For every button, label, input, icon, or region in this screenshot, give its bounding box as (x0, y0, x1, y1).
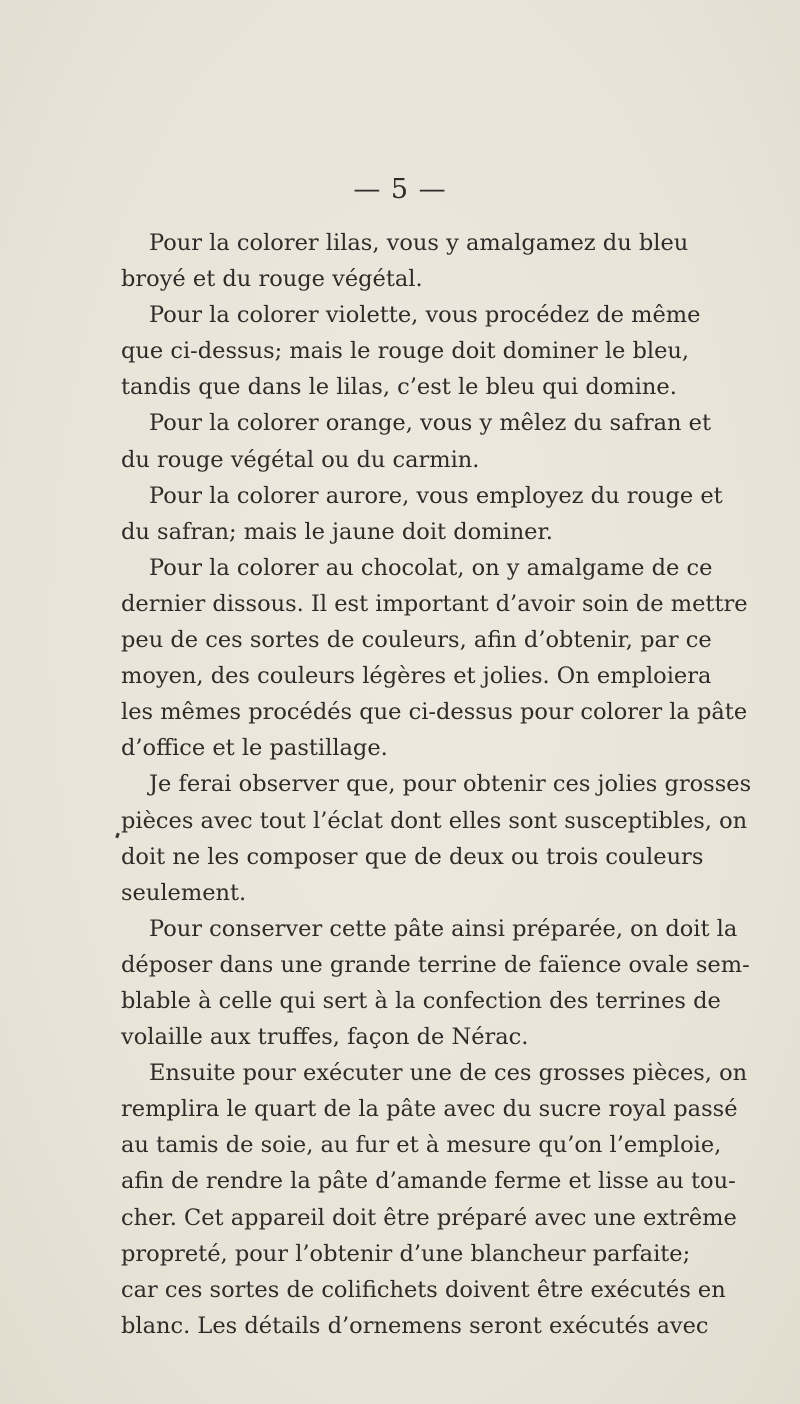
text-line: car ces sortes de colifichets doivent être exécutés en (121, 1276, 726, 1303)
text-line: Pour conserver cette pâte ainsi préparée, on doit la (149, 915, 738, 942)
text-line: du rouge végétal ou du carmin. (121, 446, 480, 473)
text-line: Pour la colorer au chocolat, on y amalgame de ce (149, 554, 713, 581)
text-line: dernier dissous. Il est important d’avoir soin de mettre (121, 590, 748, 617)
text-line: tandis que dans le lilas, c’est le bleu qui domine. (121, 374, 677, 401)
text-line: doit ne les composer que de deux ou trois couleurs (121, 843, 704, 870)
text-line: du safran; mais le jaune doit dominer. (121, 518, 553, 545)
text-line: d’office et le pastillage. (121, 735, 388, 762)
text-line: Je ferai observer que, pour obtenir ces jolies grosses (149, 771, 752, 798)
text-line: Pour la colorer orange, vous y mêlez du safran et (149, 410, 712, 437)
text-line: déposer dans une grande terrine de faïence ovale sem- (121, 951, 750, 978)
text-line: seulement. (121, 879, 247, 906)
text-line: Pour la colorer lilas, vous y amalgamez du bleu (149, 230, 689, 256)
body-text (121, 225, 752, 1344)
text-line: blanc. Les détails d’ornemens seront exécutés avec (121, 1312, 709, 1339)
text-line: volaille aux truffes, façon de Nérac. (121, 1024, 529, 1051)
text-line: les mêmes procédés que ci-dessus pour colorer la pâte (121, 699, 748, 726)
text-line: moyen, des couleurs légères et jolies. On emploiera (121, 663, 712, 690)
text-line: Pour la colorer violette, vous procédez de même (149, 302, 701, 329)
text-line: Ensuite pour exécuter une de ces grosses pièces, on (149, 1060, 748, 1087)
text-line: que ci-dessus; mais le rouge doit dominer le bleu, (121, 338, 690, 365)
text-line: Pour la colorer aurore, vous employez du rouge et (149, 482, 723, 509)
text-line: au tamis de soie, au fur et à mesure qu’on l’emploie, (121, 1132, 722, 1159)
text-line: pièces avec tout l’éclat dont elles sont susceptibles, on (121, 807, 748, 834)
text-line: broyé et du rouge végétal. (121, 266, 423, 293)
stray-ink-mark (115, 833, 120, 839)
text-line: blable à celle qui sert à la confection des terrines de (121, 987, 721, 1014)
text-line: propreté, pour l’obtenir d’une blancheur parfaite; (121, 1240, 691, 1267)
text-line: cher. Cet appareil doit être préparé avec une extrême (121, 1204, 737, 1231)
text-line: peu de ces sortes de couleurs, afin d’obtenir, par ce (121, 627, 712, 654)
text-line: afin de rendre la pâte d’amande ferme et lisse au tou- (121, 1168, 736, 1195)
text-line: remplira le quart de la pâte avec du sucre royal passé (121, 1096, 738, 1123)
page-number: — 5 — (353, 174, 447, 205)
